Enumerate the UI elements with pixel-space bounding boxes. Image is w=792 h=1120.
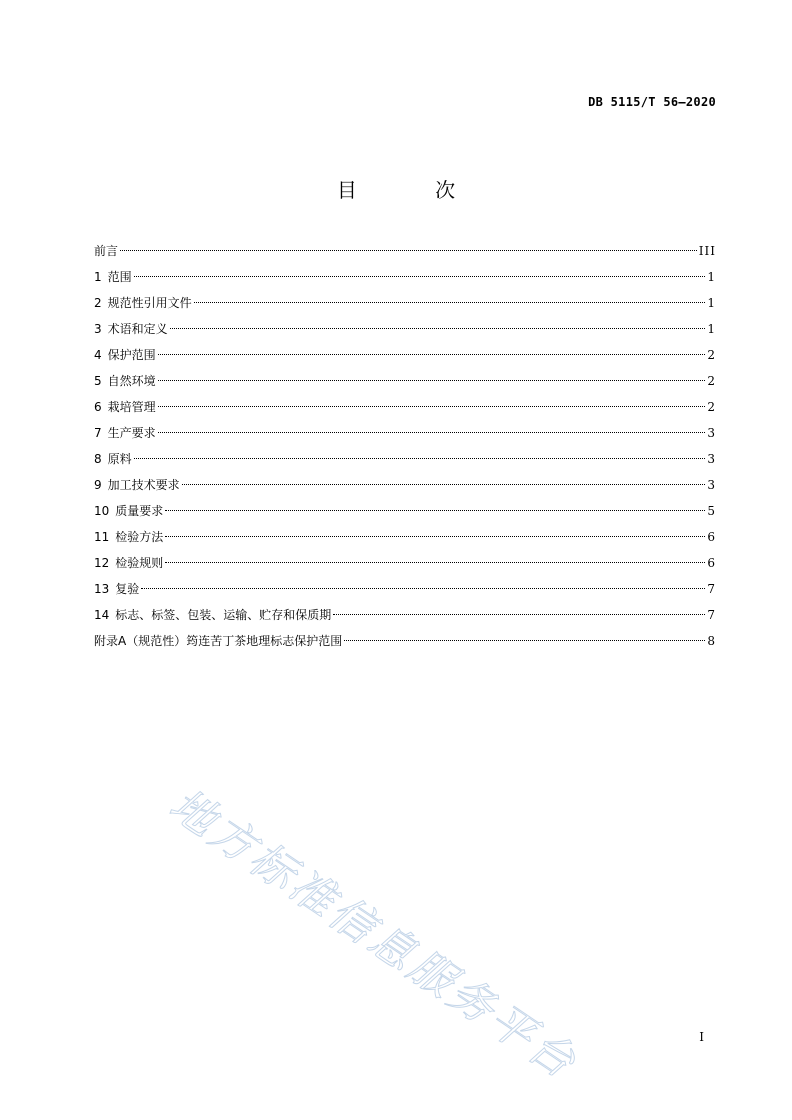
toc-entry-label	[94, 394, 156, 420]
toc-entry-number: 2	[94, 296, 102, 310]
toc-entry[interactable]	[94, 524, 716, 550]
toc-entry-number: 3	[94, 322, 102, 336]
toc-dot-leader	[158, 380, 706, 381]
toc-dot-leader	[344, 640, 705, 641]
toc-entry-title: 质量要求	[115, 504, 164, 518]
toc-entry-number: 5	[94, 374, 102, 388]
toc-entry-label	[94, 498, 163, 524]
toc-entry-page: 2	[707, 374, 716, 388]
toc-entry-number: 8	[94, 452, 102, 466]
toc-entry-page: 2	[707, 348, 716, 362]
toc-dot-leader	[134, 458, 706, 459]
toc-entry-page: 8	[707, 634, 716, 648]
toc-entry[interactable]	[94, 290, 716, 316]
toc-entry-page: 6	[707, 556, 716, 570]
toc-entry[interactable]	[94, 472, 716, 498]
toc-dot-leader	[165, 510, 705, 511]
toc-entry-title: 前言	[94, 244, 119, 258]
toc-entry[interactable]	[94, 368, 716, 394]
toc-entry[interactable]	[94, 576, 716, 602]
toc-entry-label	[94, 264, 132, 290]
toc-entry-title: 栽培管理	[107, 400, 156, 414]
toc-entry[interactable]	[94, 316, 716, 342]
toc-entry-title: 标志、标签、包装、运输、贮存和保质期	[115, 608, 332, 622]
toc-entry-number: 10	[94, 504, 110, 518]
toc-entry-number: 1	[94, 270, 102, 284]
toc-entry[interactable]	[94, 550, 716, 576]
toc-entry-title: 原料	[107, 452, 132, 466]
toc-entry-number: 9	[94, 478, 102, 492]
toc-entry-page: III	[698, 244, 716, 258]
toc-entry-number: 14	[94, 608, 110, 622]
toc-entry-label	[94, 446, 132, 472]
toc-entry-label	[94, 316, 168, 342]
toc-entry-page: 7	[707, 582, 716, 596]
toc-entry-title: 规范性引用文件	[107, 296, 192, 310]
toc-entry[interactable]	[94, 264, 716, 290]
toc-entry-title: 复验	[115, 582, 140, 596]
toc-dot-leader	[165, 562, 705, 563]
watermark: 地方标准信息服务平台	[160, 779, 587, 1090]
toc-entry-label	[94, 420, 156, 446]
toc-entry-title: 保护范围	[107, 348, 156, 362]
toc-entry-title: 术语和定义	[107, 322, 168, 336]
toc-dot-leader	[333, 614, 705, 615]
toc-entry-page: 6	[707, 530, 716, 544]
toc-dot-leader	[182, 484, 706, 485]
toc-entry-page: 7	[707, 608, 716, 622]
toc-entry-number: 4	[94, 348, 102, 362]
toc-entry-number: 6	[94, 400, 102, 414]
toc-entry[interactable]	[94, 394, 716, 420]
toc-entry-page: 1	[707, 322, 716, 336]
toc-entry-page: 3	[707, 478, 716, 492]
toc-entry-number: 7	[94, 426, 102, 440]
toc-dot-leader	[158, 354, 706, 355]
toc-entry[interactable]	[94, 498, 716, 524]
toc-dot-leader	[158, 406, 706, 407]
toc-entry-page: 5	[707, 504, 716, 518]
toc-entry-label	[94, 472, 180, 498]
toc-entry[interactable]	[94, 420, 716, 446]
toc-entry-page: 3	[707, 426, 716, 440]
toc-entry-page: 3	[707, 452, 716, 466]
toc-dot-leader	[141, 588, 705, 589]
toc-entry-number: 13	[94, 582, 110, 596]
toc-entry-label	[94, 524, 163, 550]
toc-entry-title: 检验规则	[115, 556, 164, 570]
toc-dot-leader	[158, 432, 706, 433]
toc-entry-page: 2	[707, 400, 716, 414]
toc-entry-number: 12	[94, 556, 110, 570]
toc-entry-page: 1	[707, 296, 716, 310]
toc-entry-label	[94, 628, 342, 654]
toc-dot-leader	[165, 536, 705, 537]
toc-entry-label	[94, 368, 156, 394]
toc-entry-title: 范围	[107, 270, 132, 284]
toc-entry-label	[94, 238, 118, 264]
toc-entry[interactable]	[94, 602, 716, 628]
toc-dot-leader	[194, 302, 706, 303]
toc-entry[interactable]	[94, 446, 716, 472]
page-title: 目 次	[336, 178, 492, 202]
toc-entry[interactable]	[94, 238, 716, 264]
toc-entry-page: 1	[707, 270, 716, 284]
toc-dot-leader	[120, 250, 697, 251]
table-of-contents	[94, 238, 716, 654]
toc-entry[interactable]	[94, 342, 716, 368]
toc-entry-label	[94, 342, 156, 368]
toc-entry-label	[94, 550, 163, 576]
toc-entry-number: 11	[94, 530, 110, 544]
toc-dot-leader	[134, 276, 706, 277]
toc-entry[interactable]	[94, 628, 716, 654]
toc-entry-title: 生产要求	[107, 426, 156, 440]
toc-dot-leader	[170, 328, 706, 329]
toc-entry-title: 检验方法	[115, 530, 164, 544]
toc-entry-title: 附录A（规范性）筠连苦丁茶地理标志保护范围	[94, 634, 343, 648]
toc-entry-label	[94, 576, 139, 602]
standard-code: DB 5115/T 56—2020	[588, 95, 716, 109]
toc-entry-label	[94, 602, 331, 628]
toc-entry-title: 自然环境	[107, 374, 156, 388]
toc-entry-label	[94, 290, 192, 316]
toc-entry-title: 加工技术要求	[107, 478, 180, 492]
page-number: I	[699, 1030, 704, 1044]
